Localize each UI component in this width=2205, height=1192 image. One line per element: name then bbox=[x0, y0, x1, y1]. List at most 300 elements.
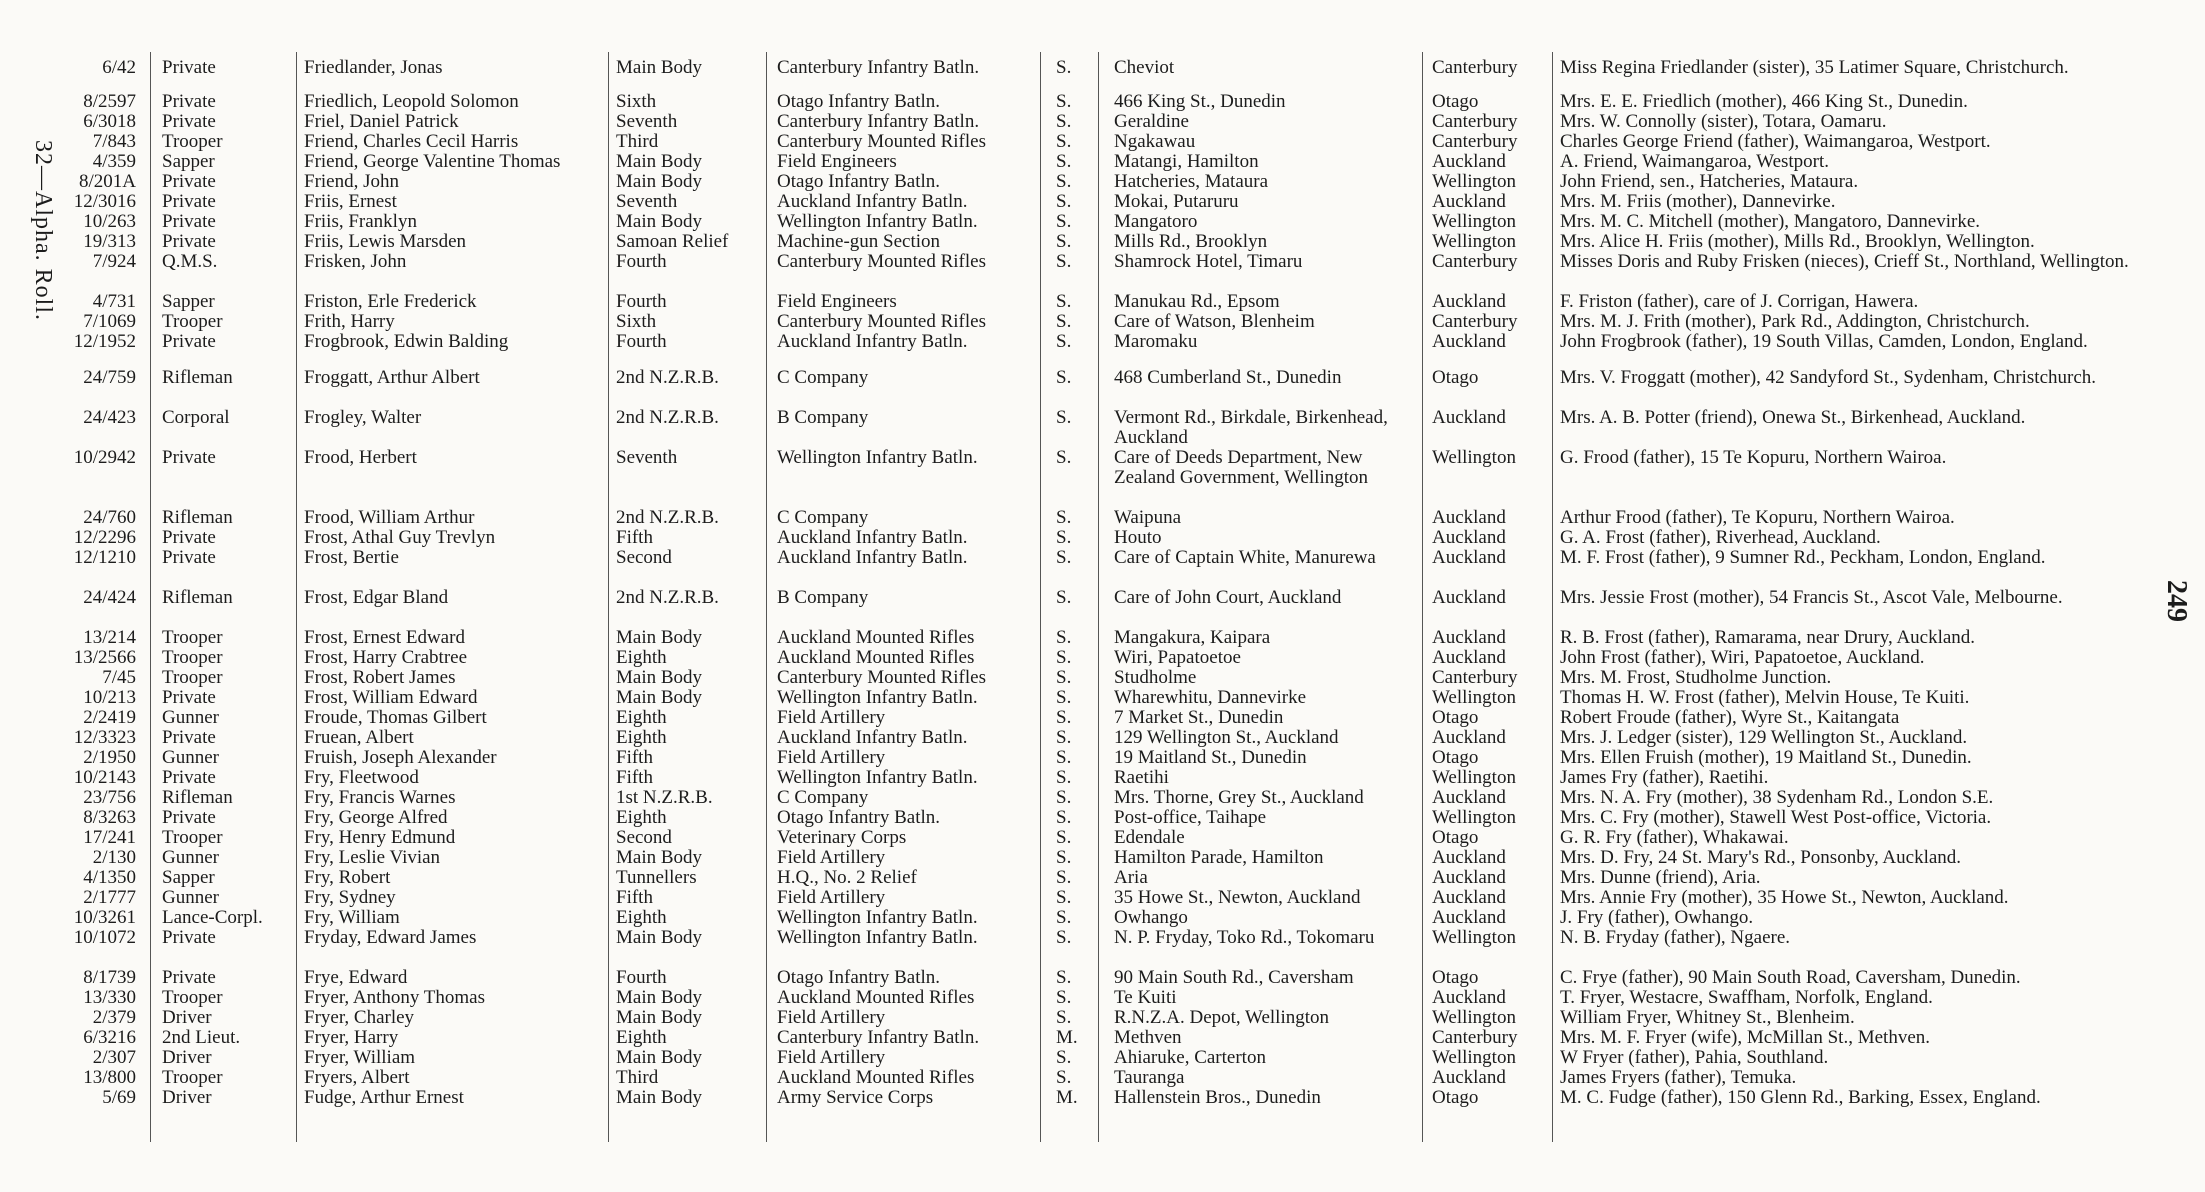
marital-status: S. bbox=[1056, 707, 1072, 728]
district: Otago bbox=[1432, 91, 1479, 112]
marital-status: S. bbox=[1056, 987, 1072, 1008]
service-number: 12/1952 bbox=[73, 331, 136, 352]
corps: Auckland Infantry Batln. bbox=[777, 547, 968, 568]
rank: Trooper bbox=[162, 827, 223, 848]
next-of-kin: Mrs. A. B. Potter (friend), Onewa St., Birkenhead, Auckland. bbox=[1560, 407, 2026, 428]
last-address: Tauranga bbox=[1114, 1067, 1185, 1088]
service-number: 10/263 bbox=[83, 211, 136, 232]
marital-status: S. bbox=[1056, 547, 1072, 568]
last-address: Hallenstein Bros., Dunedin bbox=[1114, 1087, 1321, 1108]
soldier-name: Fry, Robert bbox=[304, 867, 391, 888]
next-of-kin: Arthur Frood (father), Te Kopuru, Northern Wairoa. bbox=[1560, 507, 1955, 528]
rank: Q.M.S. bbox=[162, 251, 218, 272]
last-address: Studholme bbox=[1114, 667, 1197, 688]
soldier-name: Friend, Charles Cecil Harris bbox=[304, 131, 519, 152]
last-address: Cheviot bbox=[1114, 57, 1175, 78]
district: Canterbury bbox=[1432, 1027, 1518, 1048]
soldier-name: Frood, Herbert bbox=[304, 447, 417, 468]
soldier-name: Fry, Leslie Vivian bbox=[304, 847, 441, 868]
district: Auckland bbox=[1432, 527, 1506, 548]
draft-unit: Fourth bbox=[616, 251, 667, 272]
corps: Wellington Infantry Batln. bbox=[777, 447, 978, 468]
marital-status: S. bbox=[1056, 527, 1072, 548]
last-address: Geraldine bbox=[1114, 111, 1189, 132]
district: Auckland bbox=[1432, 787, 1506, 808]
last-address: Mangakura, Kaipara bbox=[1114, 627, 1271, 648]
service-number: 6/42 bbox=[102, 57, 136, 78]
soldier-name: Froude, Thomas Gilbert bbox=[304, 707, 487, 728]
marital-status: S. bbox=[1056, 407, 1072, 428]
draft-unit: 2nd N.Z.R.B. bbox=[616, 587, 719, 608]
rank: Rifleman bbox=[162, 367, 233, 388]
marital-status: S. bbox=[1056, 311, 1072, 332]
corps: Canterbury Mounted Rifles bbox=[777, 311, 986, 332]
next-of-kin: Thomas H. W. Frost (father), Melvin House, Te Kuiti. bbox=[1560, 687, 1970, 708]
service-number: 10/2143 bbox=[73, 767, 136, 788]
rank: Private bbox=[162, 211, 216, 232]
district: Wellington bbox=[1432, 171, 1516, 192]
last-address: 466 King St., Dunedin bbox=[1114, 91, 1286, 112]
draft-unit: Main Body bbox=[616, 151, 703, 172]
draft-unit: 2nd N.Z.R.B. bbox=[616, 367, 719, 388]
service-number: 12/3016 bbox=[73, 191, 136, 212]
service-number: 12/2296 bbox=[73, 527, 136, 548]
marital-status: S. bbox=[1056, 507, 1072, 528]
service-number: 7/843 bbox=[92, 131, 136, 152]
rank: Private bbox=[162, 447, 216, 468]
corps: Wellington Infantry Batln. bbox=[777, 767, 978, 788]
rank: 2nd Lieut. bbox=[162, 1027, 241, 1048]
marital-status: S. bbox=[1056, 131, 1072, 152]
service-number: 8/201A bbox=[79, 171, 136, 192]
draft-unit: Main Body bbox=[616, 211, 703, 232]
last-address: Raetihi bbox=[1114, 767, 1169, 788]
next-of-kin: Mrs. Jessie Frost (mother), 54 Francis St., Ascot Vale, Melbourne. bbox=[1560, 587, 2063, 608]
district: Wellington bbox=[1432, 767, 1516, 788]
service-number: 24/759 bbox=[83, 367, 136, 388]
service-number: 2/2419 bbox=[83, 707, 136, 728]
rank: Trooper bbox=[162, 1067, 223, 1088]
district: Otago bbox=[1432, 827, 1479, 848]
rank: Private bbox=[162, 527, 216, 548]
last-address: Vermont Rd., Birkdale, Birkenhead, Auckland bbox=[1114, 407, 1388, 448]
draft-unit: Main Body bbox=[616, 1007, 703, 1028]
next-of-kin: G. R. Fry (father), Whakawai. bbox=[1560, 827, 1789, 848]
soldier-name: Frye, Edward bbox=[304, 967, 408, 988]
district: Auckland bbox=[1432, 867, 1506, 888]
service-number: 24/424 bbox=[83, 587, 136, 608]
next-of-kin: W Fryer (father), Pahia, Southland. bbox=[1560, 1047, 1829, 1068]
marital-status: M. bbox=[1056, 1087, 1078, 1108]
last-address: Care of Watson, Blenheim bbox=[1114, 311, 1315, 332]
soldier-name: Fryer, Anthony Thomas bbox=[304, 987, 485, 1008]
column-rule bbox=[1040, 52, 1041, 1142]
corps: Field Artillery bbox=[777, 847, 886, 868]
last-address: Houto bbox=[1114, 527, 1162, 548]
marital-status: S. bbox=[1056, 867, 1072, 888]
rank: Driver bbox=[162, 1047, 212, 1068]
soldier-name: Fry, Henry Edmund bbox=[304, 827, 456, 848]
draft-unit: Main Body bbox=[616, 171, 703, 192]
column-rule bbox=[766, 52, 767, 1142]
corps: Otago Infantry Batln. bbox=[777, 91, 941, 112]
corps: Auckland Mounted Rifles bbox=[777, 647, 975, 668]
district: Auckland bbox=[1432, 1067, 1506, 1088]
last-address: Te Kuiti bbox=[1114, 987, 1177, 1008]
service-number: 10/3261 bbox=[73, 907, 136, 928]
service-number: 2/307 bbox=[92, 1047, 136, 1068]
district: Otago bbox=[1432, 967, 1479, 988]
rank: Gunner bbox=[162, 887, 219, 908]
next-of-kin: Charles George Friend (father), Waimangaroa, Westport. bbox=[1560, 131, 1991, 152]
next-of-kin: Mrs. Annie Fry (mother), 35 Howe St., Newton, Auckland. bbox=[1560, 887, 2009, 908]
draft-unit: Fifth bbox=[616, 887, 653, 908]
district: Wellington bbox=[1432, 927, 1516, 948]
district: Auckland bbox=[1432, 907, 1506, 928]
district: Otago bbox=[1432, 707, 1479, 728]
corps: Field Artillery bbox=[777, 707, 886, 728]
soldier-name: Friend, George Valentine Thomas bbox=[304, 151, 561, 172]
corps: Field Artillery bbox=[777, 1047, 886, 1068]
next-of-kin: C. Frye (father), 90 Main South Road, Caversham, Dunedin. bbox=[1560, 967, 2021, 988]
last-address: 19 Maitland St., Dunedin bbox=[1114, 747, 1307, 768]
rank: Rifleman bbox=[162, 787, 233, 808]
service-number: 24/423 bbox=[83, 407, 136, 428]
next-of-kin: R. B. Frost (father), Ramarama, near Drury, Auckland. bbox=[1560, 627, 1976, 648]
district: Auckland bbox=[1432, 507, 1506, 528]
next-of-kin: Mrs. E. E. Friedlich (mother), 466 King St., Dunedin. bbox=[1560, 91, 1968, 112]
service-number: 2/1777 bbox=[83, 887, 136, 908]
marital-status: S. bbox=[1056, 927, 1072, 948]
draft-unit: Samoan Relief bbox=[616, 231, 729, 252]
marital-status: S. bbox=[1056, 367, 1072, 388]
soldier-name: Fryer, Harry bbox=[304, 1027, 399, 1048]
rank: Sapper bbox=[162, 867, 215, 888]
next-of-kin: Mrs. C. Fry (mother), Stawell West Post-office, Victoria. bbox=[1560, 807, 1992, 828]
rank: Driver bbox=[162, 1087, 212, 1108]
last-address: Shamrock Hotel, Timaru bbox=[1114, 251, 1303, 272]
corps: C Company bbox=[777, 787, 869, 808]
rank: Private bbox=[162, 727, 216, 748]
soldier-name: Frost, William Edward bbox=[304, 687, 478, 708]
corps: Auckland Infantry Batln. bbox=[777, 527, 968, 548]
next-of-kin: Mrs. J. Ledger (sister), 129 Wellington St., Auckland. bbox=[1560, 727, 1968, 748]
district: Auckland bbox=[1432, 987, 1506, 1008]
service-number: 7/924 bbox=[92, 251, 136, 272]
corps: Auckland Infantry Batln. bbox=[777, 331, 968, 352]
next-of-kin: F. Friston (father), care of J. Corrigan, Hawera. bbox=[1560, 291, 1919, 312]
draft-unit: Seventh bbox=[616, 191, 678, 212]
last-address: Ahiaruke, Carterton bbox=[1114, 1047, 1266, 1068]
marital-status: M. bbox=[1056, 1027, 1078, 1048]
column-rule bbox=[150, 52, 151, 1142]
next-of-kin: Miss Regina Friedlander (sister), 35 Latimer Square, Christchurch. bbox=[1560, 57, 2069, 78]
last-address: Mangatoro bbox=[1114, 211, 1198, 232]
rank: Lance-Corpl. bbox=[162, 907, 263, 928]
corps: Wellington Infantry Batln. bbox=[777, 687, 978, 708]
marital-status: S. bbox=[1056, 211, 1072, 232]
column-rule bbox=[608, 52, 609, 1142]
next-of-kin: Mrs. D. Fry, 24 St. Mary's Rd., Ponsonby, Auckland. bbox=[1560, 847, 1962, 868]
soldier-name: Friis, Ernest bbox=[304, 191, 397, 212]
draft-unit: Fourth bbox=[616, 291, 667, 312]
next-of-kin: Misses Doris and Ruby Frisken (nieces), Crieff St., Northland, Wellington. bbox=[1560, 251, 2129, 272]
corps: Otago Infantry Batln. bbox=[777, 807, 941, 828]
next-of-kin: J. Fry (father), Owhango. bbox=[1560, 907, 1754, 928]
next-of-kin: Robert Froude (father), Wyre St., Kaitangata bbox=[1560, 707, 1900, 728]
last-address: Aria bbox=[1114, 867, 1148, 888]
rank: Private bbox=[162, 927, 216, 948]
marital-status: S. bbox=[1056, 191, 1072, 212]
rank: Private bbox=[162, 767, 216, 788]
district: Canterbury bbox=[1432, 131, 1518, 152]
last-address: 129 Wellington St., Auckland bbox=[1114, 727, 1339, 748]
corps: Canterbury Infantry Batln. bbox=[777, 111, 980, 132]
draft-unit: Eighth bbox=[616, 1027, 667, 1048]
corps: Field Artillery bbox=[777, 747, 886, 768]
marital-status: S. bbox=[1056, 111, 1072, 132]
rank: Private bbox=[162, 111, 216, 132]
draft-unit: Eighth bbox=[616, 647, 667, 668]
marital-status: S. bbox=[1056, 1067, 1072, 1088]
soldier-name: Fry, Sydney bbox=[304, 887, 396, 908]
corps: Auckland Infantry Batln. bbox=[777, 727, 968, 748]
service-number: 8/1739 bbox=[83, 967, 136, 988]
corps: Army Service Corps bbox=[777, 1087, 934, 1108]
next-of-kin: Mrs. M. C. Mitchell (mother), Mangatoro, Dannevirke. bbox=[1560, 211, 1981, 232]
soldier-name: Friedlich, Leopold Solomon bbox=[304, 91, 519, 112]
soldier-name: Fryers, Albert bbox=[304, 1067, 410, 1088]
corps: Wellington Infantry Batln. bbox=[777, 211, 978, 232]
service-number: 7/1069 bbox=[83, 311, 136, 332]
last-address: 7 Market St., Dunedin bbox=[1114, 707, 1284, 728]
draft-unit: 2nd N.Z.R.B. bbox=[616, 507, 719, 528]
draft-unit: Eighth bbox=[616, 807, 667, 828]
rank: Trooper bbox=[162, 627, 223, 648]
draft-unit: Main Body bbox=[616, 627, 703, 648]
corps: Canterbury Mounted Rifles bbox=[777, 131, 986, 152]
corps: H.Q., No. 2 Relief bbox=[777, 867, 917, 888]
corps: Veterinary Corps bbox=[777, 827, 907, 848]
corps: Machine-gun Section bbox=[777, 231, 941, 252]
last-address: Owhango bbox=[1114, 907, 1188, 928]
last-address: Mrs. Thorne, Grey St., Auckland bbox=[1114, 787, 1364, 808]
next-of-kin: Mrs. N. A. Fry (mother), 38 Sydenham Rd., London S.E. bbox=[1560, 787, 1994, 808]
service-number: 6/3018 bbox=[83, 111, 136, 132]
next-of-kin: G. Frood (father), 15 Te Kopuru, Northern Wairoa. bbox=[1560, 447, 1947, 468]
district: Wellington bbox=[1432, 687, 1516, 708]
corps: Field Artillery bbox=[777, 1007, 886, 1028]
corps: Field Engineers bbox=[777, 151, 897, 172]
rank: Corporal bbox=[162, 407, 230, 428]
marital-status: S. bbox=[1056, 887, 1072, 908]
next-of-kin: Mrs. M. J. Frith (mother), Park Rd., Addington, Christchurch. bbox=[1560, 311, 2030, 332]
service-number: 12/1210 bbox=[73, 547, 136, 568]
draft-unit: Seventh bbox=[616, 111, 678, 132]
service-number: 10/2942 bbox=[73, 447, 136, 468]
corps: C Company bbox=[777, 507, 869, 528]
draft-unit: Second bbox=[616, 827, 672, 848]
soldier-name: Friel, Daniel Patrick bbox=[304, 111, 459, 132]
next-of-kin: John Frost (father), Wiri, Papatoetoe, Auckland. bbox=[1560, 647, 1925, 668]
marital-status: S. bbox=[1056, 57, 1072, 78]
next-of-kin: John Friend, sen., Hatcheries, Mataura. bbox=[1560, 171, 1859, 192]
marital-status: S. bbox=[1056, 967, 1072, 988]
draft-unit: Fifth bbox=[616, 527, 653, 548]
district: Canterbury bbox=[1432, 111, 1518, 132]
district: Auckland bbox=[1432, 547, 1506, 568]
district: Auckland bbox=[1432, 847, 1506, 868]
district: Wellington bbox=[1432, 211, 1516, 232]
draft-unit: Eighth bbox=[616, 727, 667, 748]
column-rule bbox=[296, 52, 297, 1142]
corps: B Company bbox=[777, 407, 869, 428]
soldier-name: Fryer, Charley bbox=[304, 1007, 415, 1028]
draft-unit: Sixth bbox=[616, 91, 657, 112]
marital-status: S. bbox=[1056, 807, 1072, 828]
corps: Auckland Mounted Rifles bbox=[777, 987, 975, 1008]
draft-unit: Main Body bbox=[616, 1047, 703, 1068]
service-number: 8/2597 bbox=[83, 91, 136, 112]
draft-unit: Main Body bbox=[616, 667, 703, 688]
marital-status: S. bbox=[1056, 907, 1072, 928]
soldier-name: Frood, William Arthur bbox=[304, 507, 475, 528]
soldier-name: Frost, Bertie bbox=[304, 547, 399, 568]
service-number: 17/241 bbox=[83, 827, 136, 848]
soldier-name: Frost, Ernest Edward bbox=[304, 627, 465, 648]
draft-unit: Tunnellers bbox=[616, 867, 697, 888]
soldier-name: Frost, Athal Guy Trevlyn bbox=[304, 527, 496, 548]
soldier-name: Frisken, John bbox=[304, 251, 407, 272]
draft-unit: Main Body bbox=[616, 927, 703, 948]
draft-unit: Eighth bbox=[616, 707, 667, 728]
soldier-name: Friston, Erle Frederick bbox=[304, 291, 477, 312]
marital-status: S. bbox=[1056, 747, 1072, 768]
service-number: 2/1950 bbox=[83, 747, 136, 768]
last-address: Manukau Rd., Epsom bbox=[1114, 291, 1280, 312]
service-number: 13/800 bbox=[83, 1067, 136, 1088]
last-address: Hatcheries, Mataura bbox=[1114, 171, 1269, 192]
last-address: Post-office, Taihape bbox=[1114, 807, 1267, 828]
district: Wellington bbox=[1432, 447, 1516, 468]
district: Wellington bbox=[1432, 1007, 1516, 1028]
soldier-name: Fry, Francis Warnes bbox=[304, 787, 456, 808]
last-address: Edendale bbox=[1114, 827, 1185, 848]
draft-unit: Main Body bbox=[616, 1087, 703, 1108]
last-address: R.N.Z.A. Depot, Wellington bbox=[1114, 1007, 1330, 1028]
draft-unit: Main Body bbox=[616, 847, 703, 868]
district: Auckland bbox=[1432, 627, 1506, 648]
last-address: Wharewhitu, Dannevirke bbox=[1114, 687, 1307, 708]
service-number: 7/45 bbox=[102, 667, 136, 688]
corps: Auckland Infantry Batln. bbox=[777, 191, 968, 212]
district: Auckland bbox=[1432, 407, 1506, 428]
draft-unit: Third bbox=[616, 1067, 659, 1088]
last-address: Mills Rd., Brooklyn bbox=[1114, 231, 1268, 252]
rank: Sapper bbox=[162, 291, 215, 312]
rank: Driver bbox=[162, 1007, 212, 1028]
district: Auckland bbox=[1432, 587, 1506, 608]
service-number: 10/213 bbox=[83, 687, 136, 708]
next-of-kin: Mrs. V. Froggatt (mother), 42 Sandyford St., Sydenham, Christchurch. bbox=[1560, 367, 2097, 388]
soldier-name: Frogbrook, Edwin Balding bbox=[304, 331, 509, 352]
column-rule bbox=[1098, 52, 1099, 1142]
rank: Private bbox=[162, 171, 216, 192]
district: Auckland bbox=[1432, 191, 1506, 212]
district: Auckland bbox=[1432, 647, 1506, 668]
marital-status: S. bbox=[1056, 231, 1072, 252]
marital-status: S. bbox=[1056, 627, 1072, 648]
marital-status: S. bbox=[1056, 91, 1072, 112]
draft-unit: Main Body bbox=[616, 57, 703, 78]
marital-status: S. bbox=[1056, 1007, 1072, 1028]
service-number: 13/330 bbox=[83, 987, 136, 1008]
rank: Gunner bbox=[162, 747, 219, 768]
marital-status: S. bbox=[1056, 647, 1072, 668]
draft-unit: Fifth bbox=[616, 747, 653, 768]
district: Auckland bbox=[1432, 151, 1506, 172]
district: Auckland bbox=[1432, 727, 1506, 748]
district: Auckland bbox=[1432, 291, 1506, 312]
rank: Private bbox=[162, 807, 216, 828]
service-number: 23/756 bbox=[83, 787, 136, 808]
last-address: 35 Howe St., Newton, Auckland bbox=[1114, 887, 1361, 908]
service-number: 19/313 bbox=[83, 231, 136, 252]
rank: Private bbox=[162, 91, 216, 112]
marital-status: S. bbox=[1056, 787, 1072, 808]
service-number: 12/3323 bbox=[73, 727, 136, 748]
rank: Trooper bbox=[162, 667, 223, 688]
next-of-kin: Mrs. Dunne (friend), Aria. bbox=[1560, 867, 1761, 888]
corps: Otago Infantry Batln. bbox=[777, 171, 941, 192]
last-address: Ngakawau bbox=[1114, 131, 1196, 152]
next-of-kin: John Frogbrook (father), 19 South Villas, Camden, London, England. bbox=[1560, 331, 2088, 352]
service-number: 13/214 bbox=[83, 627, 136, 648]
next-of-kin: G. A. Frost (father), Riverhead, Auckland. bbox=[1560, 527, 1881, 548]
next-of-kin: Mrs. Ellen Fruish (mother), 19 Maitland St., Dunedin. bbox=[1560, 747, 1972, 768]
soldier-name: Fryer, William bbox=[304, 1047, 416, 1068]
soldier-name: Friis, Franklyn bbox=[304, 211, 417, 232]
service-number: 2/130 bbox=[92, 847, 136, 868]
soldier-name: Friis, Lewis Marsden bbox=[304, 231, 467, 252]
next-of-kin: Mrs. W. Connolly (sister), Totara, Oamaru. bbox=[1560, 111, 1887, 132]
last-address: N. P. Fryday, Toko Rd., Tokomaru bbox=[1114, 927, 1375, 948]
last-address: Care of Captain White, Manurewa bbox=[1114, 547, 1376, 568]
corps: Wellington Infantry Batln. bbox=[777, 907, 978, 928]
soldier-name: Frith, Harry bbox=[304, 311, 395, 332]
soldier-name: Froggatt, Arthur Albert bbox=[304, 367, 480, 388]
service-number: 8/3263 bbox=[83, 807, 136, 828]
soldier-name: Fryday, Edward James bbox=[304, 927, 477, 948]
rank: Trooper bbox=[162, 987, 223, 1008]
last-address: 90 Main South Rd., Caversham bbox=[1114, 967, 1354, 988]
next-of-kin: M. C. Fudge (father), 150 Glenn Rd., Barking, Essex, England. bbox=[1560, 1087, 2041, 1108]
district: Otago bbox=[1432, 367, 1479, 388]
service-number: 4/1350 bbox=[83, 867, 136, 888]
draft-unit: Eighth bbox=[616, 907, 667, 928]
soldier-name: Friedlander, Jonas bbox=[304, 57, 443, 78]
last-address: Wiri, Papatoetoe bbox=[1114, 647, 1241, 668]
marital-status: S. bbox=[1056, 291, 1072, 312]
next-of-kin: A. Friend, Waimangaroa, Westport. bbox=[1560, 151, 1830, 172]
draft-unit: Main Body bbox=[616, 687, 703, 708]
marital-status: S. bbox=[1056, 667, 1072, 688]
marital-status: S. bbox=[1056, 587, 1072, 608]
soldier-name: Fry, William bbox=[304, 907, 400, 928]
service-number: 4/359 bbox=[92, 151, 136, 172]
last-address: Matangi, Hamilton bbox=[1114, 151, 1259, 172]
next-of-kin: Mrs. M. F. Fryer (wife), McMillan St., Methven. bbox=[1560, 1027, 1930, 1048]
